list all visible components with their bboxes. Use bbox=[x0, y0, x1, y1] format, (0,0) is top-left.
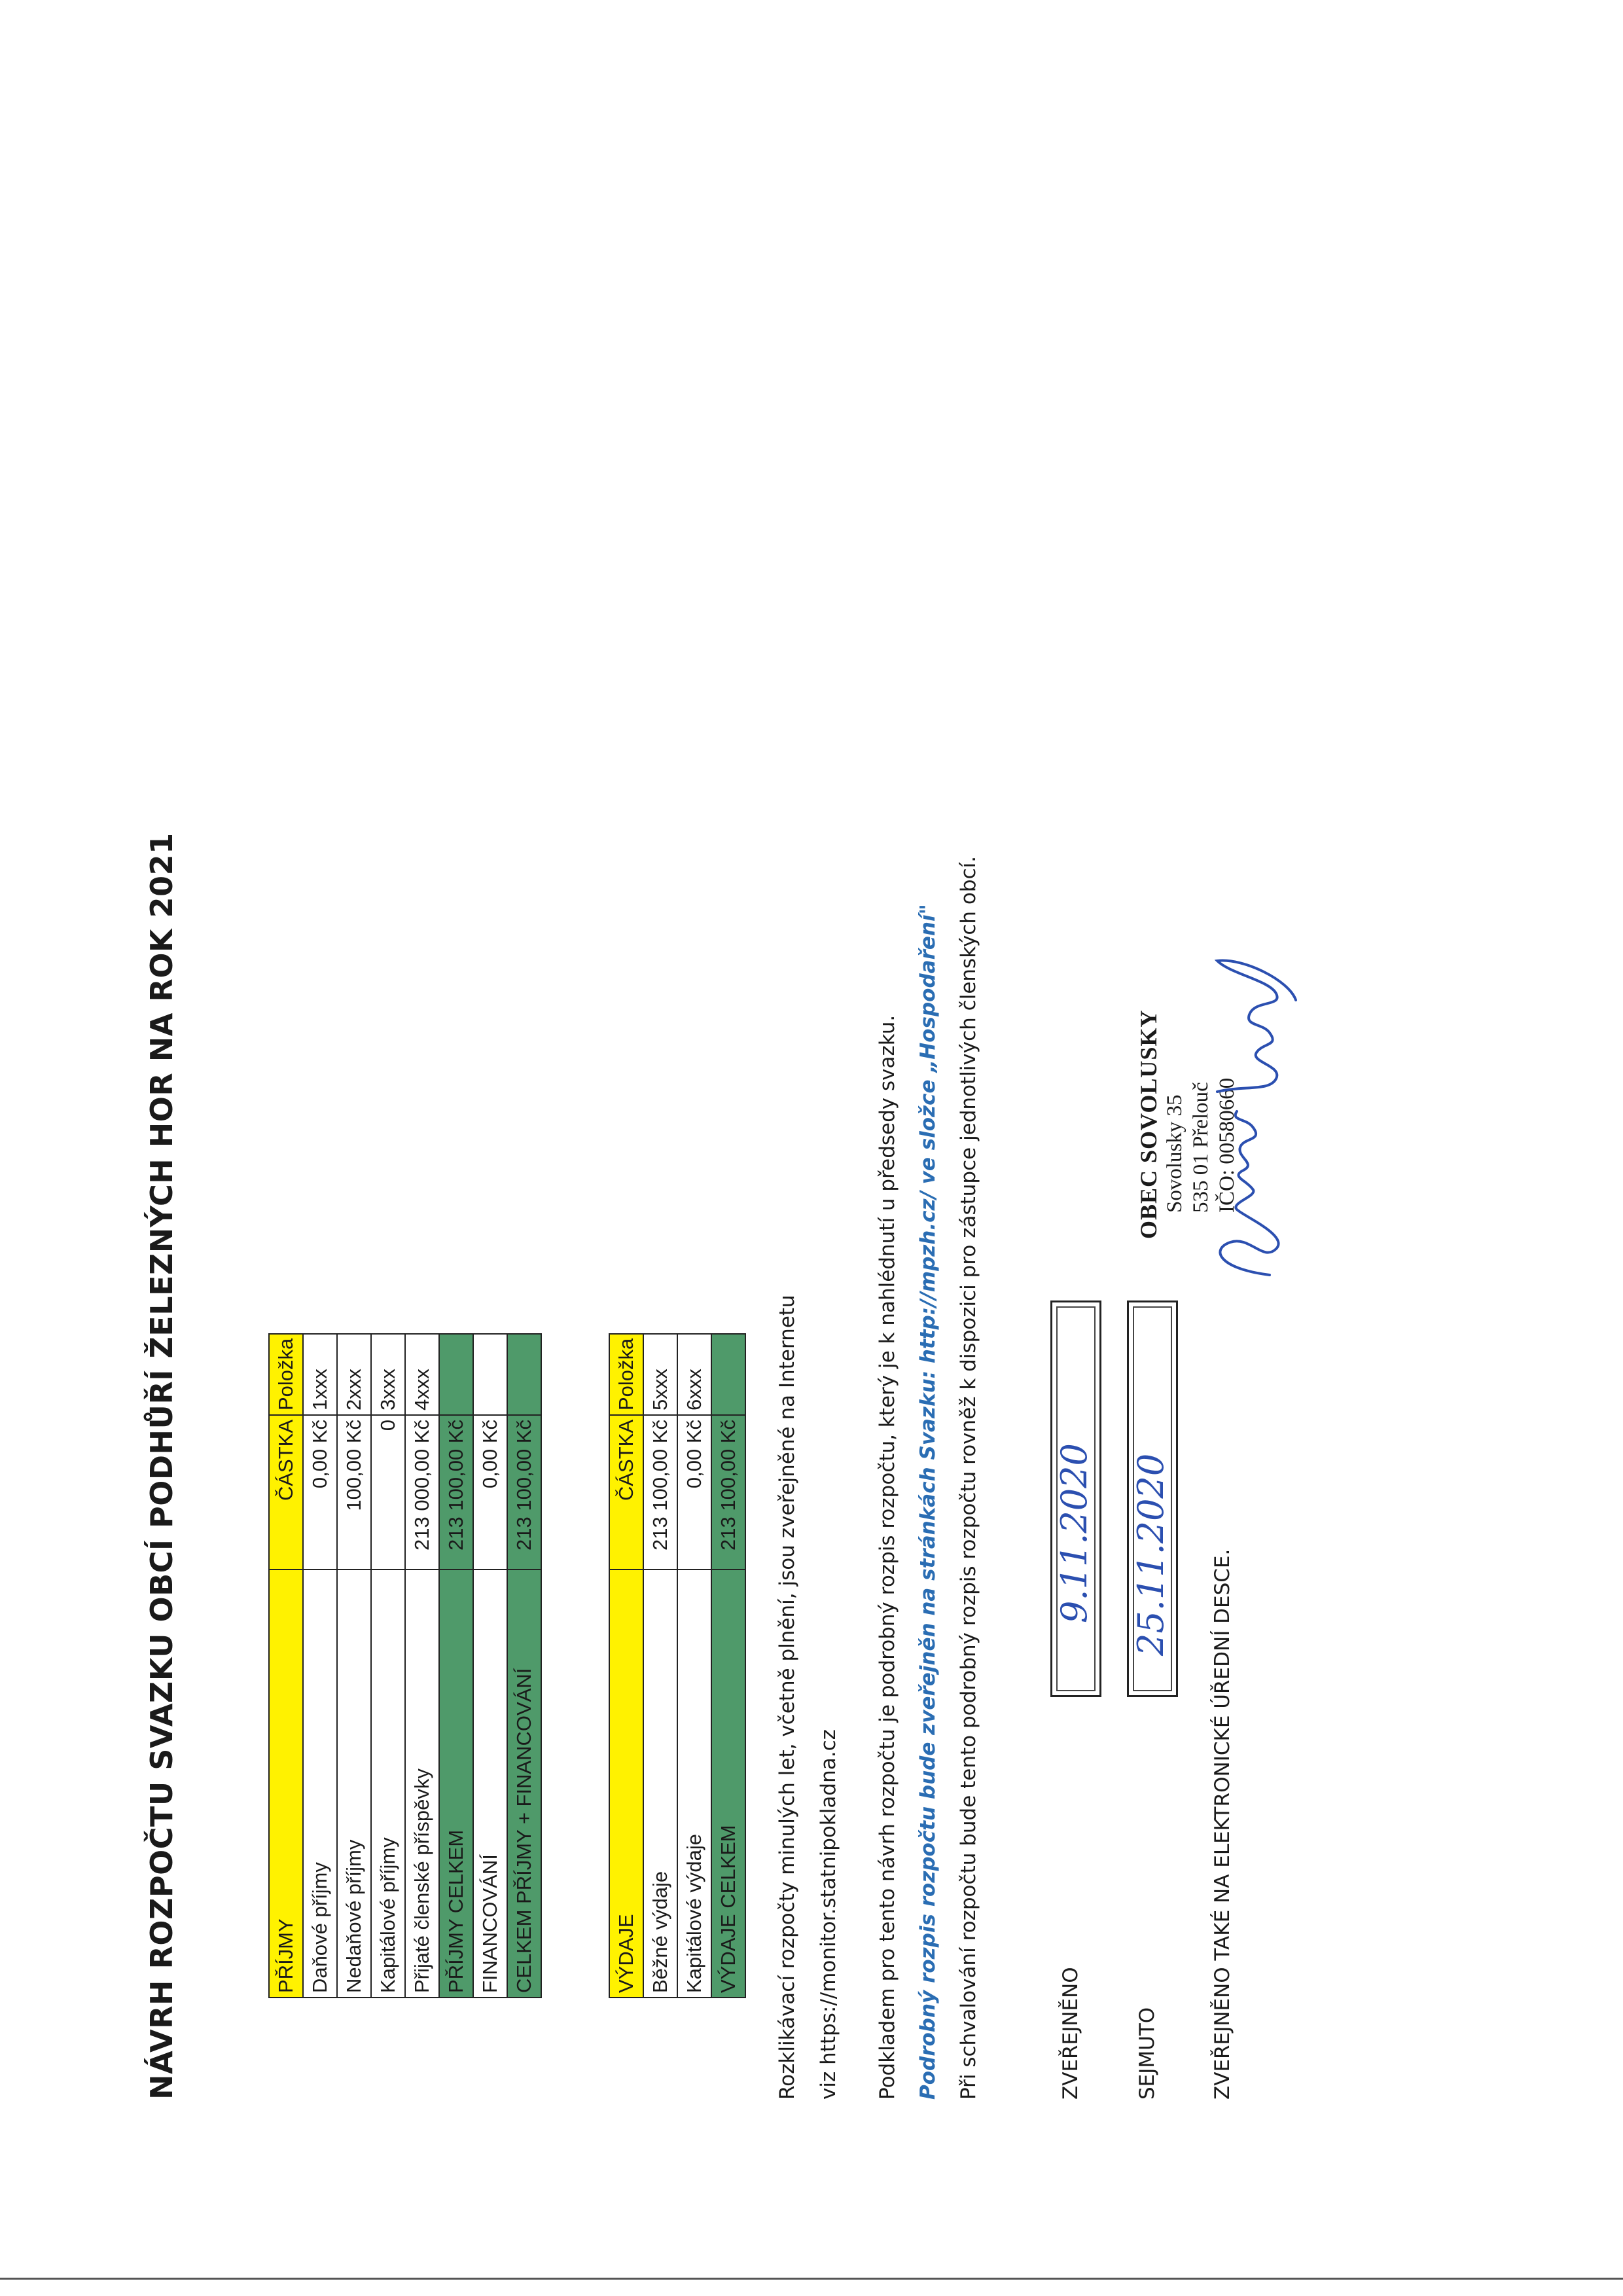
cell-label: Běžné výdaje bbox=[643, 1570, 677, 1998]
cell-amount: 213 100,00 Kč bbox=[643, 1415, 677, 1570]
table-row bbox=[677, 1334, 711, 1998]
cell-label: Přijaté členské příspěvky bbox=[405, 1570, 439, 1998]
handwritten-signature bbox=[1191, 948, 1302, 1288]
cell-amount: 100,00 Kč bbox=[337, 1415, 371, 1570]
zverejneno-label: ZVEŘEJNĚNO bbox=[1059, 1967, 1082, 2100]
header-cell: ČÁSTKA bbox=[269, 1415, 303, 1570]
stamp-address-1: Sovolusky 35 bbox=[1163, 1094, 1186, 1213]
table-header-row bbox=[609, 1334, 643, 1998]
table-row bbox=[371, 1334, 405, 1998]
vydaje-table bbox=[609, 1333, 746, 1998]
table-row bbox=[473, 1334, 507, 1998]
sejmuto-date: 25.11.2020 bbox=[1130, 1453, 1171, 1656]
cell-amount: 213 000,00 Kč bbox=[405, 1415, 439, 1570]
prijmy-table bbox=[268, 1333, 542, 1998]
header-cell: PŘÍJMY bbox=[269, 1570, 303, 1998]
document-title: NÁVRH ROZPOČTU SVAZKU OBCÍ PODHŮŘÍ ŽELEZNÝCH HOR NA ROK 2021 bbox=[144, 833, 179, 2100]
zverejneno-date-box bbox=[1050, 1300, 1101, 1697]
sejmuto-label: SEJMUTO bbox=[1135, 2007, 1159, 2100]
table-row bbox=[337, 1334, 371, 1998]
cell-label: Kapitálové výdaje bbox=[677, 1570, 711, 1998]
table-row bbox=[303, 1334, 337, 1998]
cell-polozka: 2xxx bbox=[337, 1334, 371, 1415]
header-cell: ČÁSTKA bbox=[609, 1415, 643, 1570]
table-header-row bbox=[269, 1334, 303, 1998]
cell-label: FINANCOVÁNÍ bbox=[473, 1570, 507, 1998]
cell-polozka: 6xxx bbox=[677, 1334, 711, 1415]
table-row bbox=[711, 1334, 745, 1998]
cell-amount: 0 bbox=[371, 1415, 405, 1570]
cell-amount: 213 100,00 Kč bbox=[439, 1415, 473, 1570]
sejmuto-date-box bbox=[1127, 1300, 1178, 1697]
cell-polozka: 3xxx bbox=[371, 1334, 405, 1415]
cell-amount: 0,00 Kč bbox=[473, 1415, 507, 1570]
stamp-address-2: 535 01 Přelouč bbox=[1189, 1082, 1213, 1213]
cell-polozka: 1xxx bbox=[303, 1334, 337, 1415]
cell-label: VÝDAJE CELKEM bbox=[711, 1570, 745, 1998]
note-line-2: viz https://monitor.statnipokladna.cz bbox=[817, 1729, 840, 2100]
cell-label: Nedaňové příjmy bbox=[337, 1570, 371, 1998]
header-cell: Položka bbox=[609, 1334, 643, 1415]
table-row bbox=[405, 1334, 439, 1998]
note-line-4-link: Podrobný rozpis rozpočtu bude zveřejněn na stránkách Svazku: http://mpzh.cz/ ve složce „Hospodaření" bbox=[916, 904, 940, 2100]
cell-polozka bbox=[711, 1334, 745, 1415]
header-cell: VÝDAJE bbox=[609, 1570, 643, 1998]
note-line-3: Podkladem pro tento návrh rozpočtu je podrobný rozpis rozpočtu, který je k nahlédnutí u předsedy svazku. bbox=[876, 1014, 899, 2100]
cell-amount: 213 100,00 Kč bbox=[507, 1415, 541, 1570]
cell-label: Daňové příjmy bbox=[303, 1570, 337, 1998]
edeska-note: ZVEŘEJNĚNO TAKÉ NA ELEKTRONICKÉ ÚŘEDNÍ DESCE. bbox=[1211, 1549, 1234, 2100]
zverejneno-date: 9.11.2020 bbox=[1054, 1443, 1095, 1623]
cell-label: PŘÍJMY CELKEM bbox=[439, 1570, 473, 1998]
cell-label: Kapitálové příjmy bbox=[371, 1570, 405, 1998]
cell-polozka: 5xxx bbox=[643, 1334, 677, 1415]
scan-edge-line bbox=[0, 2278, 1623, 2280]
cell-amount: 0,00 Kč bbox=[677, 1415, 711, 1570]
stamp-name: OBEC SOVOLUSKY bbox=[1135, 1009, 1162, 1239]
table-row bbox=[507, 1334, 541, 1998]
note-line-1: Rozklikávací rozpočty minulých let, včetně plnění, jsou zveřejněné na Internetu bbox=[776, 1295, 799, 2100]
stamp-ico: IČO: 00580660 bbox=[1215, 1077, 1239, 1213]
table-row bbox=[439, 1334, 473, 1998]
cell-polozka: 4xxx bbox=[405, 1334, 439, 1415]
cell-polozka bbox=[507, 1334, 541, 1415]
cell-polozka bbox=[439, 1334, 473, 1415]
header-cell: Položka bbox=[269, 1334, 303, 1415]
cell-amount: 213 100,00 Kč bbox=[711, 1415, 745, 1570]
cell-polozka bbox=[473, 1334, 507, 1415]
cell-amount: 0,00 Kč bbox=[303, 1415, 337, 1570]
table-row bbox=[643, 1334, 677, 1998]
cell-label: CELKEM PŘÍJMY + FINANCOVÁNÍ bbox=[507, 1570, 541, 1998]
note-line-5: Při schvalování rozpočtu bude tento podrobný rozpis rozpočtu rovněž k dispozici pro zástupce jednotlivých členských obcí. bbox=[957, 855, 980, 2100]
